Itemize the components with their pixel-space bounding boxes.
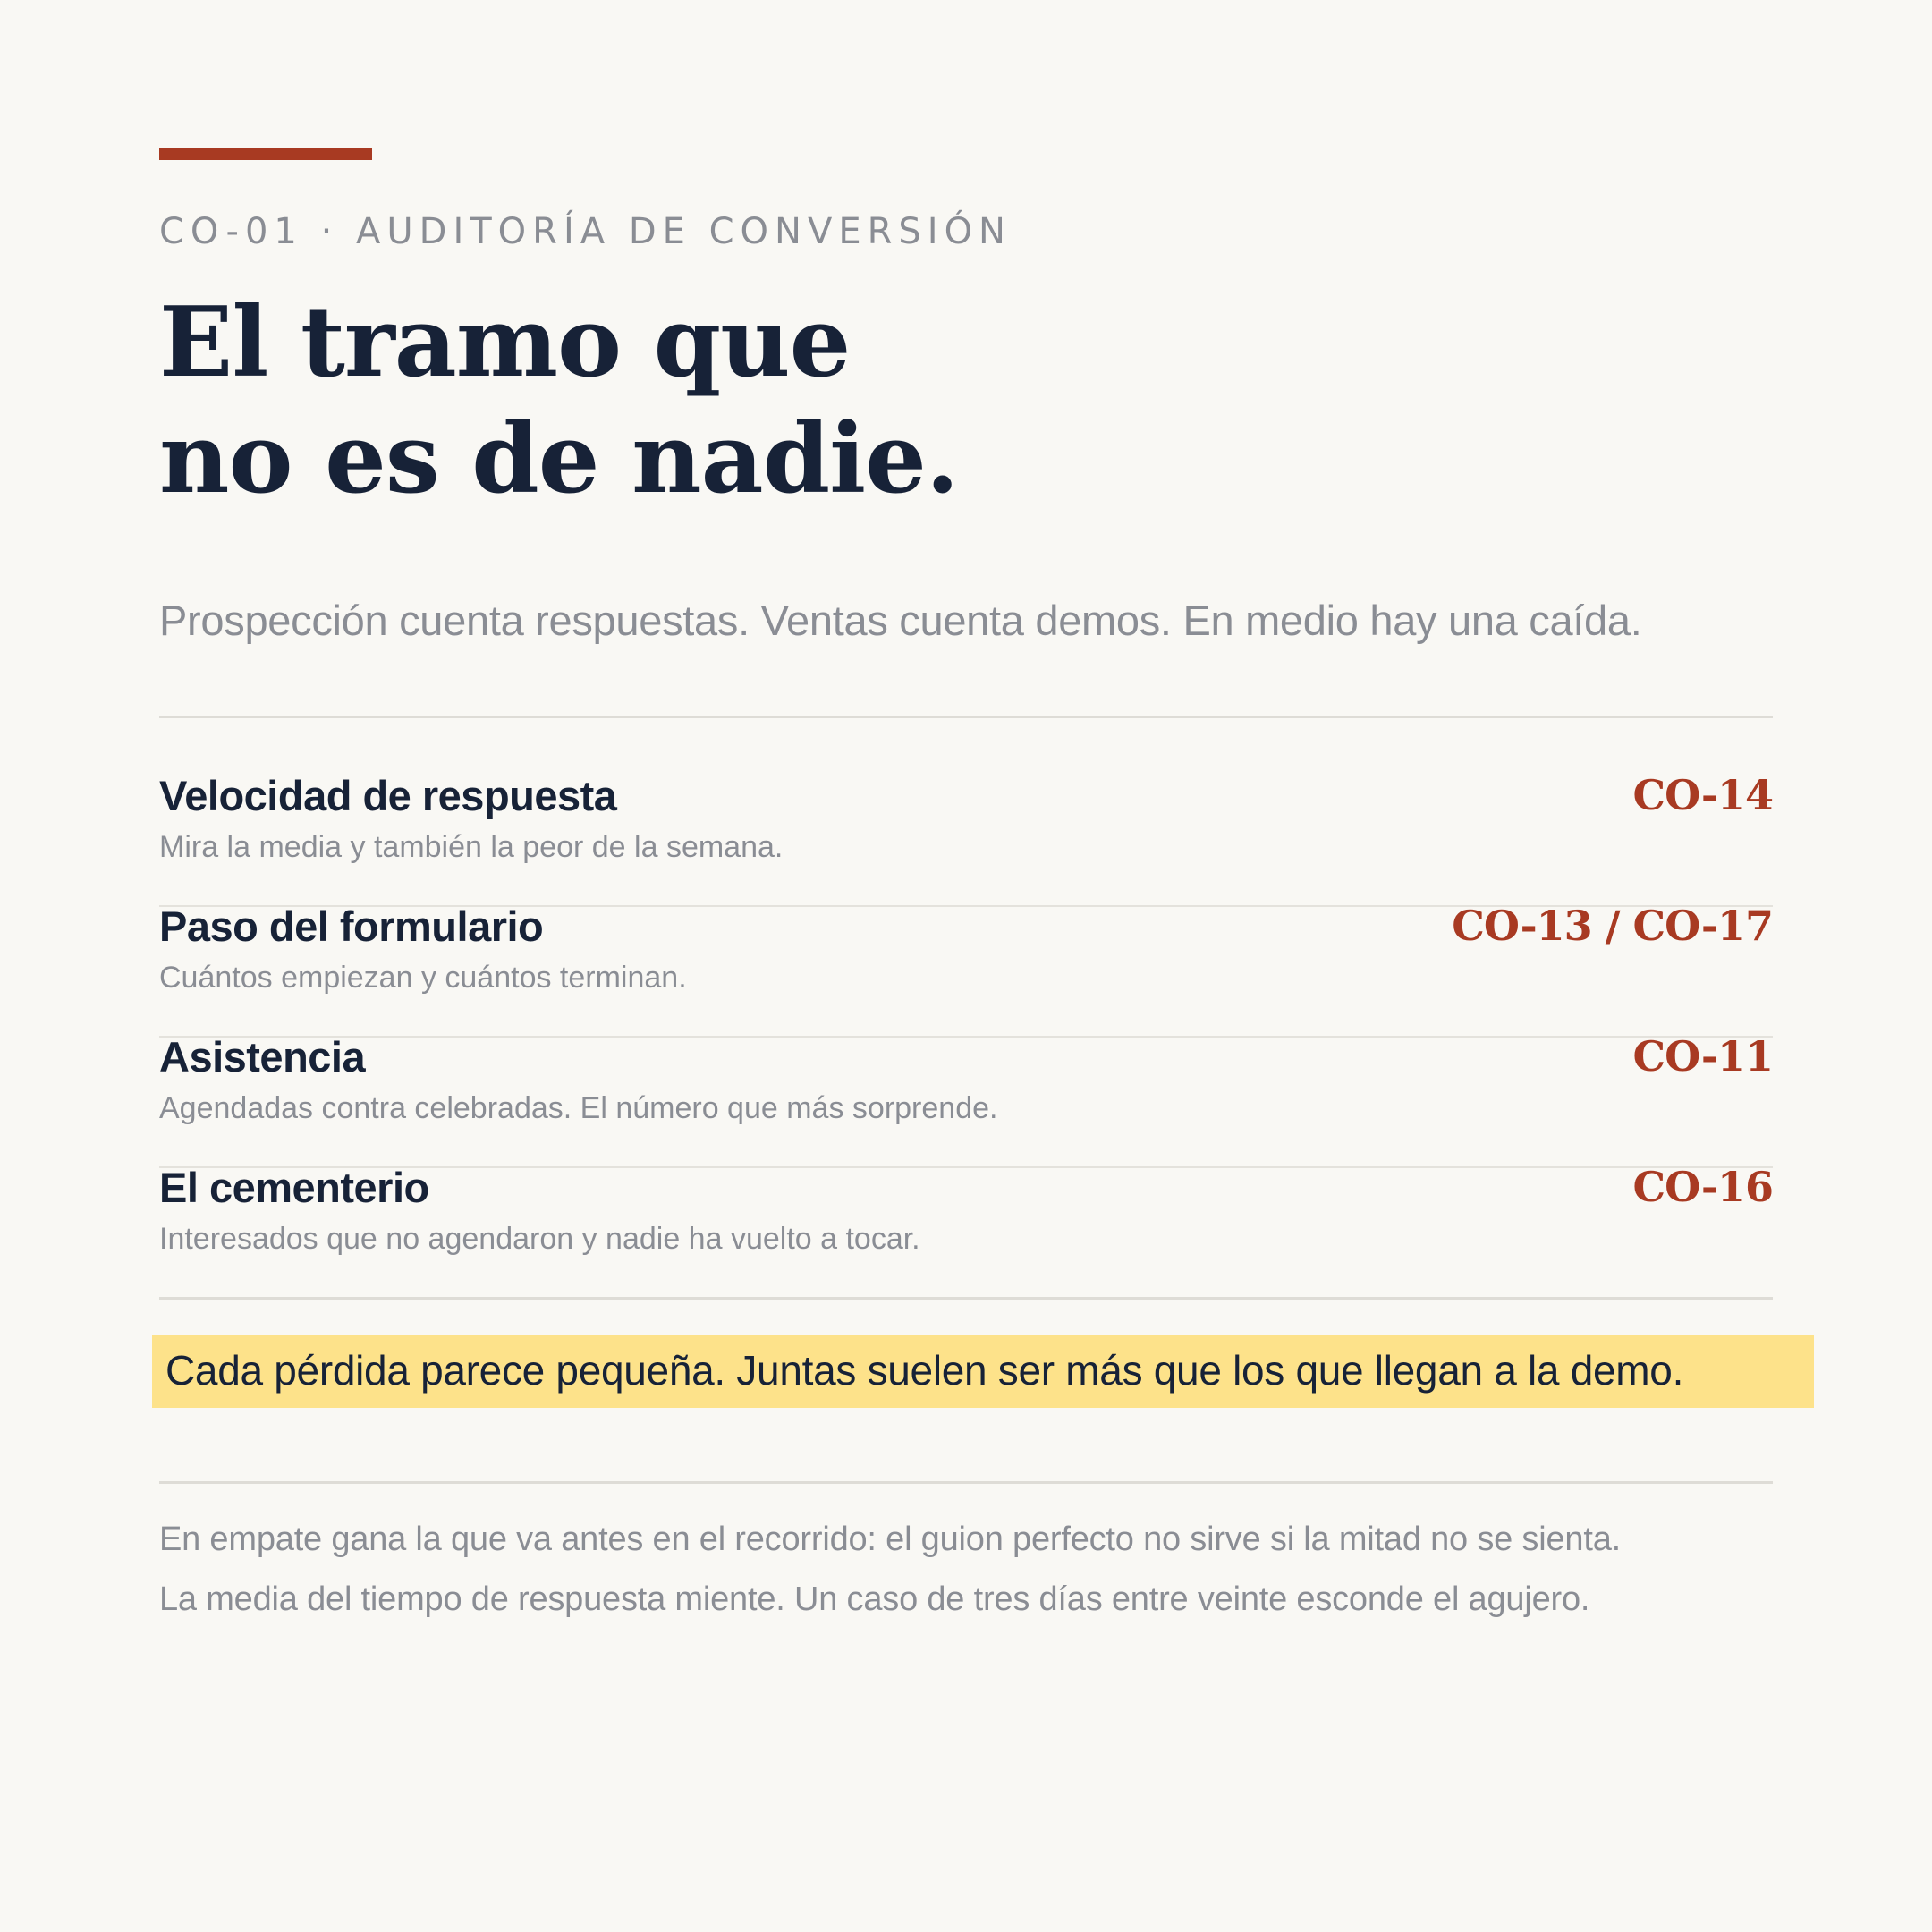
highlight-callout — [152, 1335, 1814, 1408]
item-description: Interesados que no agendaron y nadie ha vuelto a tocar. — [159, 1222, 920, 1256]
title-line-1: El tramo que — [159, 286, 851, 399]
item-code: CO-16 — [1632, 1163, 1773, 1211]
divider-top — [159, 716, 1773, 718]
divider-list-end — [159, 1297, 1773, 1300]
item-description: Mira la media y también la peor de la semana. — [159, 830, 784, 864]
item-title: Velocidad de respuesta — [159, 772, 617, 819]
item-code: CO-14 — [1632, 771, 1773, 819]
item-code: CO-13 / CO-17 — [1452, 902, 1773, 950]
accent-bar — [159, 148, 372, 160]
list-item-cemetery — [159, 1163, 1773, 1270]
highlight-text: Cada pérdida parece pequeña. Juntas suelen ser más que los que llegan a la demo. — [165, 1347, 1684, 1394]
footnote-2: La media del tiempo de respuesta miente. Un caso de tres días entre veinte esconde el agujero. — [159, 1580, 1590, 1618]
list-item-attendance — [159, 1032, 1773, 1140]
subtitle: Prospección cuenta respuestas. Ventas cuenta demos. En medio hay una caída. — [159, 597, 1642, 644]
item-title: Asistencia — [159, 1033, 366, 1080]
divider-notes — [159, 1481, 1773, 1484]
page-title — [159, 284, 958, 517]
item-title: Paso del formulario — [159, 902, 544, 950]
footnote-1: En empate gana la que va antes en el recorrido: el guion perfecto no sirve si la mitad no se sienta. — [159, 1521, 1621, 1558]
item-code: CO-11 — [1632, 1032, 1773, 1080]
eyebrow-label: CO-01 · AUDITORÍA DE CONVERSIÓN — [159, 211, 1012, 252]
list-item-response-speed — [159, 771, 1773, 878]
item-description: Cuántos empiezan y cuántos terminan. — [159, 961, 687, 995]
list-item-form-step — [159, 902, 1773, 1009]
title-line-2: no es de nadie. — [159, 402, 959, 515]
item-title: El cementerio — [159, 1164, 429, 1211]
item-description: Agendadas contra celebradas. El número que más sorprende. — [159, 1091, 998, 1125]
